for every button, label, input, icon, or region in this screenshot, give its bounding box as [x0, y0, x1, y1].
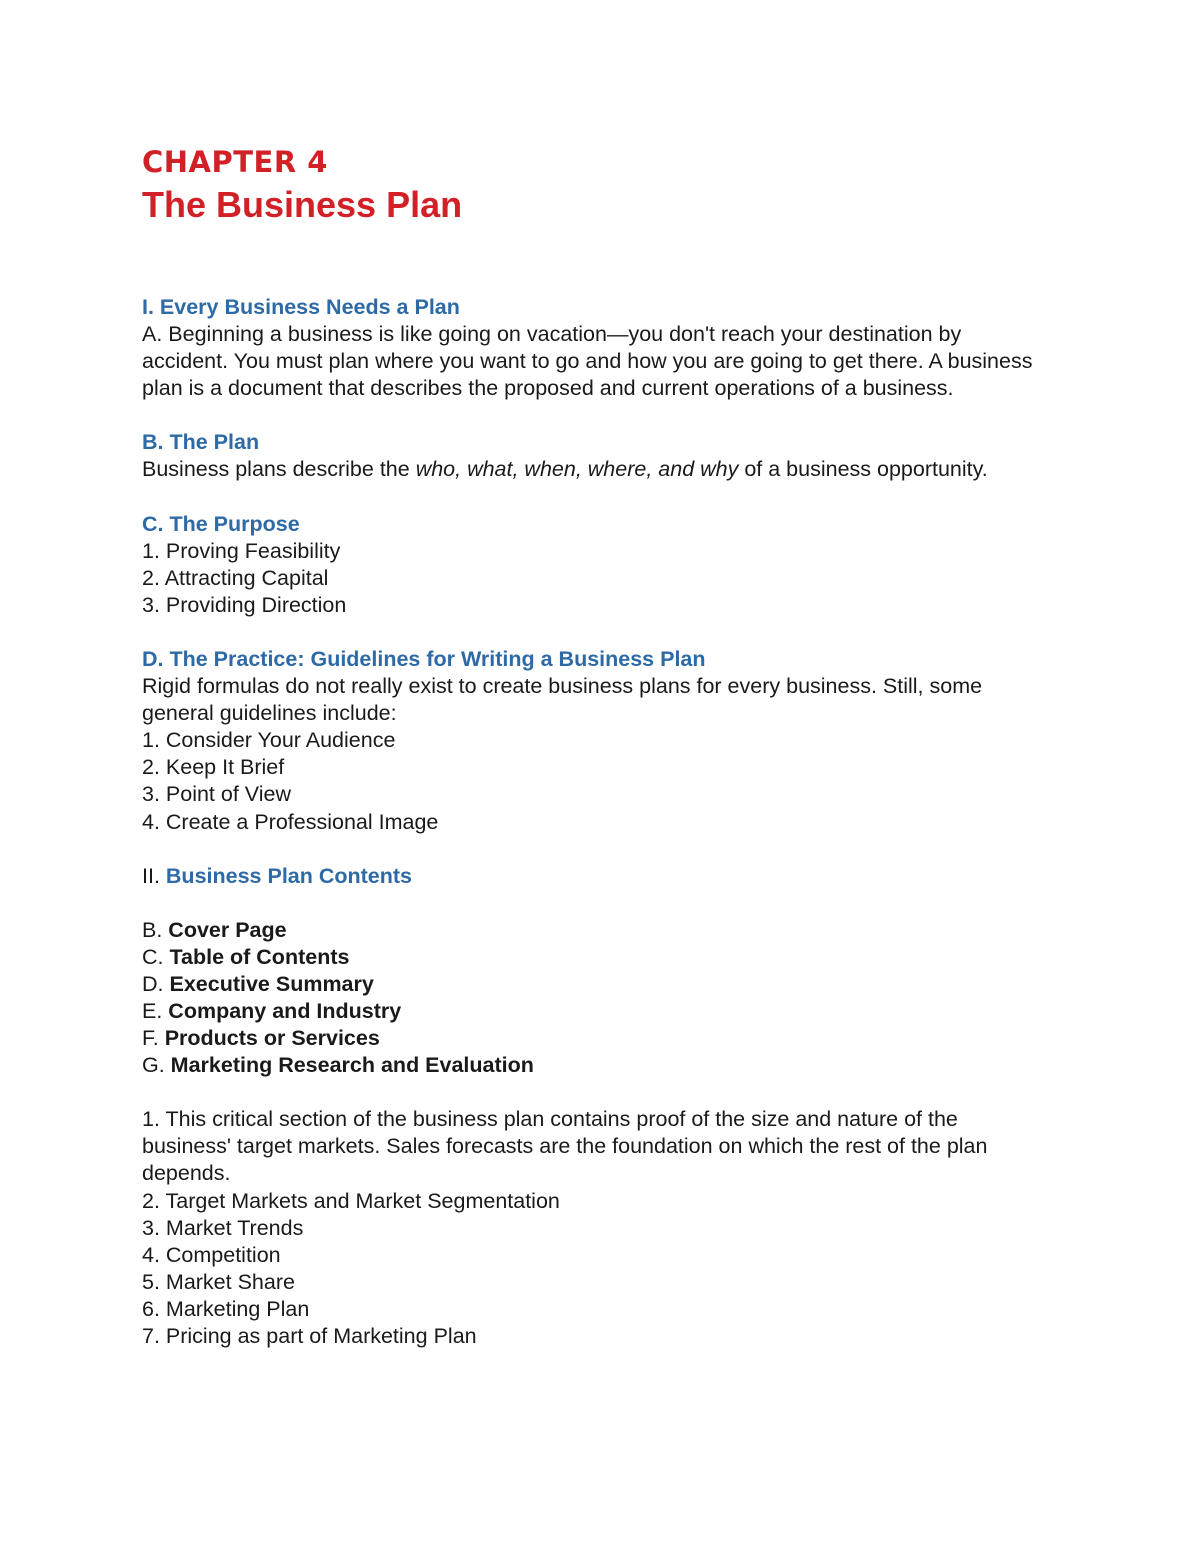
list-item: 7. Pricing as part of Marketing Plan [142, 1324, 477, 1348]
section-heading: B. The Plan [142, 430, 260, 455]
contents-item [142, 944, 1052, 971]
list-item: 3. Providing Direction [142, 592, 347, 617]
contents-letter: G. [142, 1053, 171, 1078]
section-paragraph [142, 456, 1052, 483]
list-item: 3. Point of View [142, 782, 291, 807]
section-heading: C. The Purpose [142, 511, 300, 536]
section-paragraph: A. Beginning a business is like going on vacation—you don't reach your destination by accident. You must plan where you want to go and how you are going to get there. A business plan is a document that describes the proposed and current operations of a business. [142, 322, 1033, 401]
list-item: 1. Proving Feasibility [142, 538, 341, 563]
contents-item [142, 1052, 1052, 1079]
section-paragraph: 1. This critical section of the business plan contains proof of the size and nature of the business' target markets. Sales forecasts are the foundation on which the rest of the plan depends. [142, 1107, 988, 1186]
contents-letter: B. [142, 917, 169, 942]
list-item: 2. Keep It Brief [142, 755, 285, 780]
chapter-title: The Business Plan [142, 184, 463, 225]
contents-letter: D. [142, 971, 170, 996]
contents-label: Marketing Research and Evaluation [170, 1053, 534, 1078]
contents-label: Executive Summary [169, 971, 374, 996]
list-item: 2. Target Markets and Market Segmentation [142, 1188, 560, 1213]
contents-letter: C. [142, 944, 170, 969]
list-item: 4. Competition [142, 1242, 281, 1267]
contents-label: Cover Page [168, 917, 287, 942]
contents-item [142, 971, 1052, 998]
document-page [142, 142, 1052, 1350]
section-the-purpose [142, 511, 1052, 619]
section-paragraph: Rigid formulas do not really exist to create business plans for every business. Still, some general guidelines include: [142, 674, 983, 726]
contents-letter: E. [142, 998, 169, 1023]
chapter-label: CHAPTER 4 [142, 145, 328, 179]
contents-label: Company and Industry [168, 998, 402, 1023]
section-heading: I. Every Business Needs a Plan [142, 295, 460, 319]
contents-item [142, 1025, 1052, 1052]
list-item: 3. Market Trends [142, 1215, 304, 1240]
section-heading: D. The Practice: Guidelines for Writing a Business Plan [142, 646, 706, 671]
paragraph-text: of a business opportunity. [738, 457, 988, 482]
list-item: 5. Market Share [142, 1269, 295, 1294]
list-item: 1. Consider Your Audience [142, 728, 396, 753]
list-item: 2. Attracting Capital [142, 565, 329, 590]
contents-label: Table of Contents [169, 944, 350, 969]
section-every-business-needs-a-plan [142, 294, 1052, 402]
contents-item [142, 998, 1052, 1025]
list-item: 4. Create a Professional Image [142, 809, 439, 834]
section-heading-text: Business Plan Contents [165, 863, 413, 888]
contents-letter: F. [142, 1026, 165, 1051]
contents-label: Products or Services [164, 1026, 380, 1051]
section-business-plan-contents [142, 863, 1052, 1080]
section-marketing-research [142, 1106, 1052, 1350]
section-heading [142, 863, 1052, 890]
contents-item [142, 917, 1052, 944]
section-the-plan [142, 429, 1052, 483]
paragraph-italic-text: who, what, when, where, and why [415, 457, 739, 482]
list-item: 6. Marketing Plan [142, 1296, 310, 1321]
section-the-practice [142, 646, 1052, 836]
section-number: II. [142, 863, 166, 888]
paragraph-text: Business plans describe the [142, 457, 416, 482]
